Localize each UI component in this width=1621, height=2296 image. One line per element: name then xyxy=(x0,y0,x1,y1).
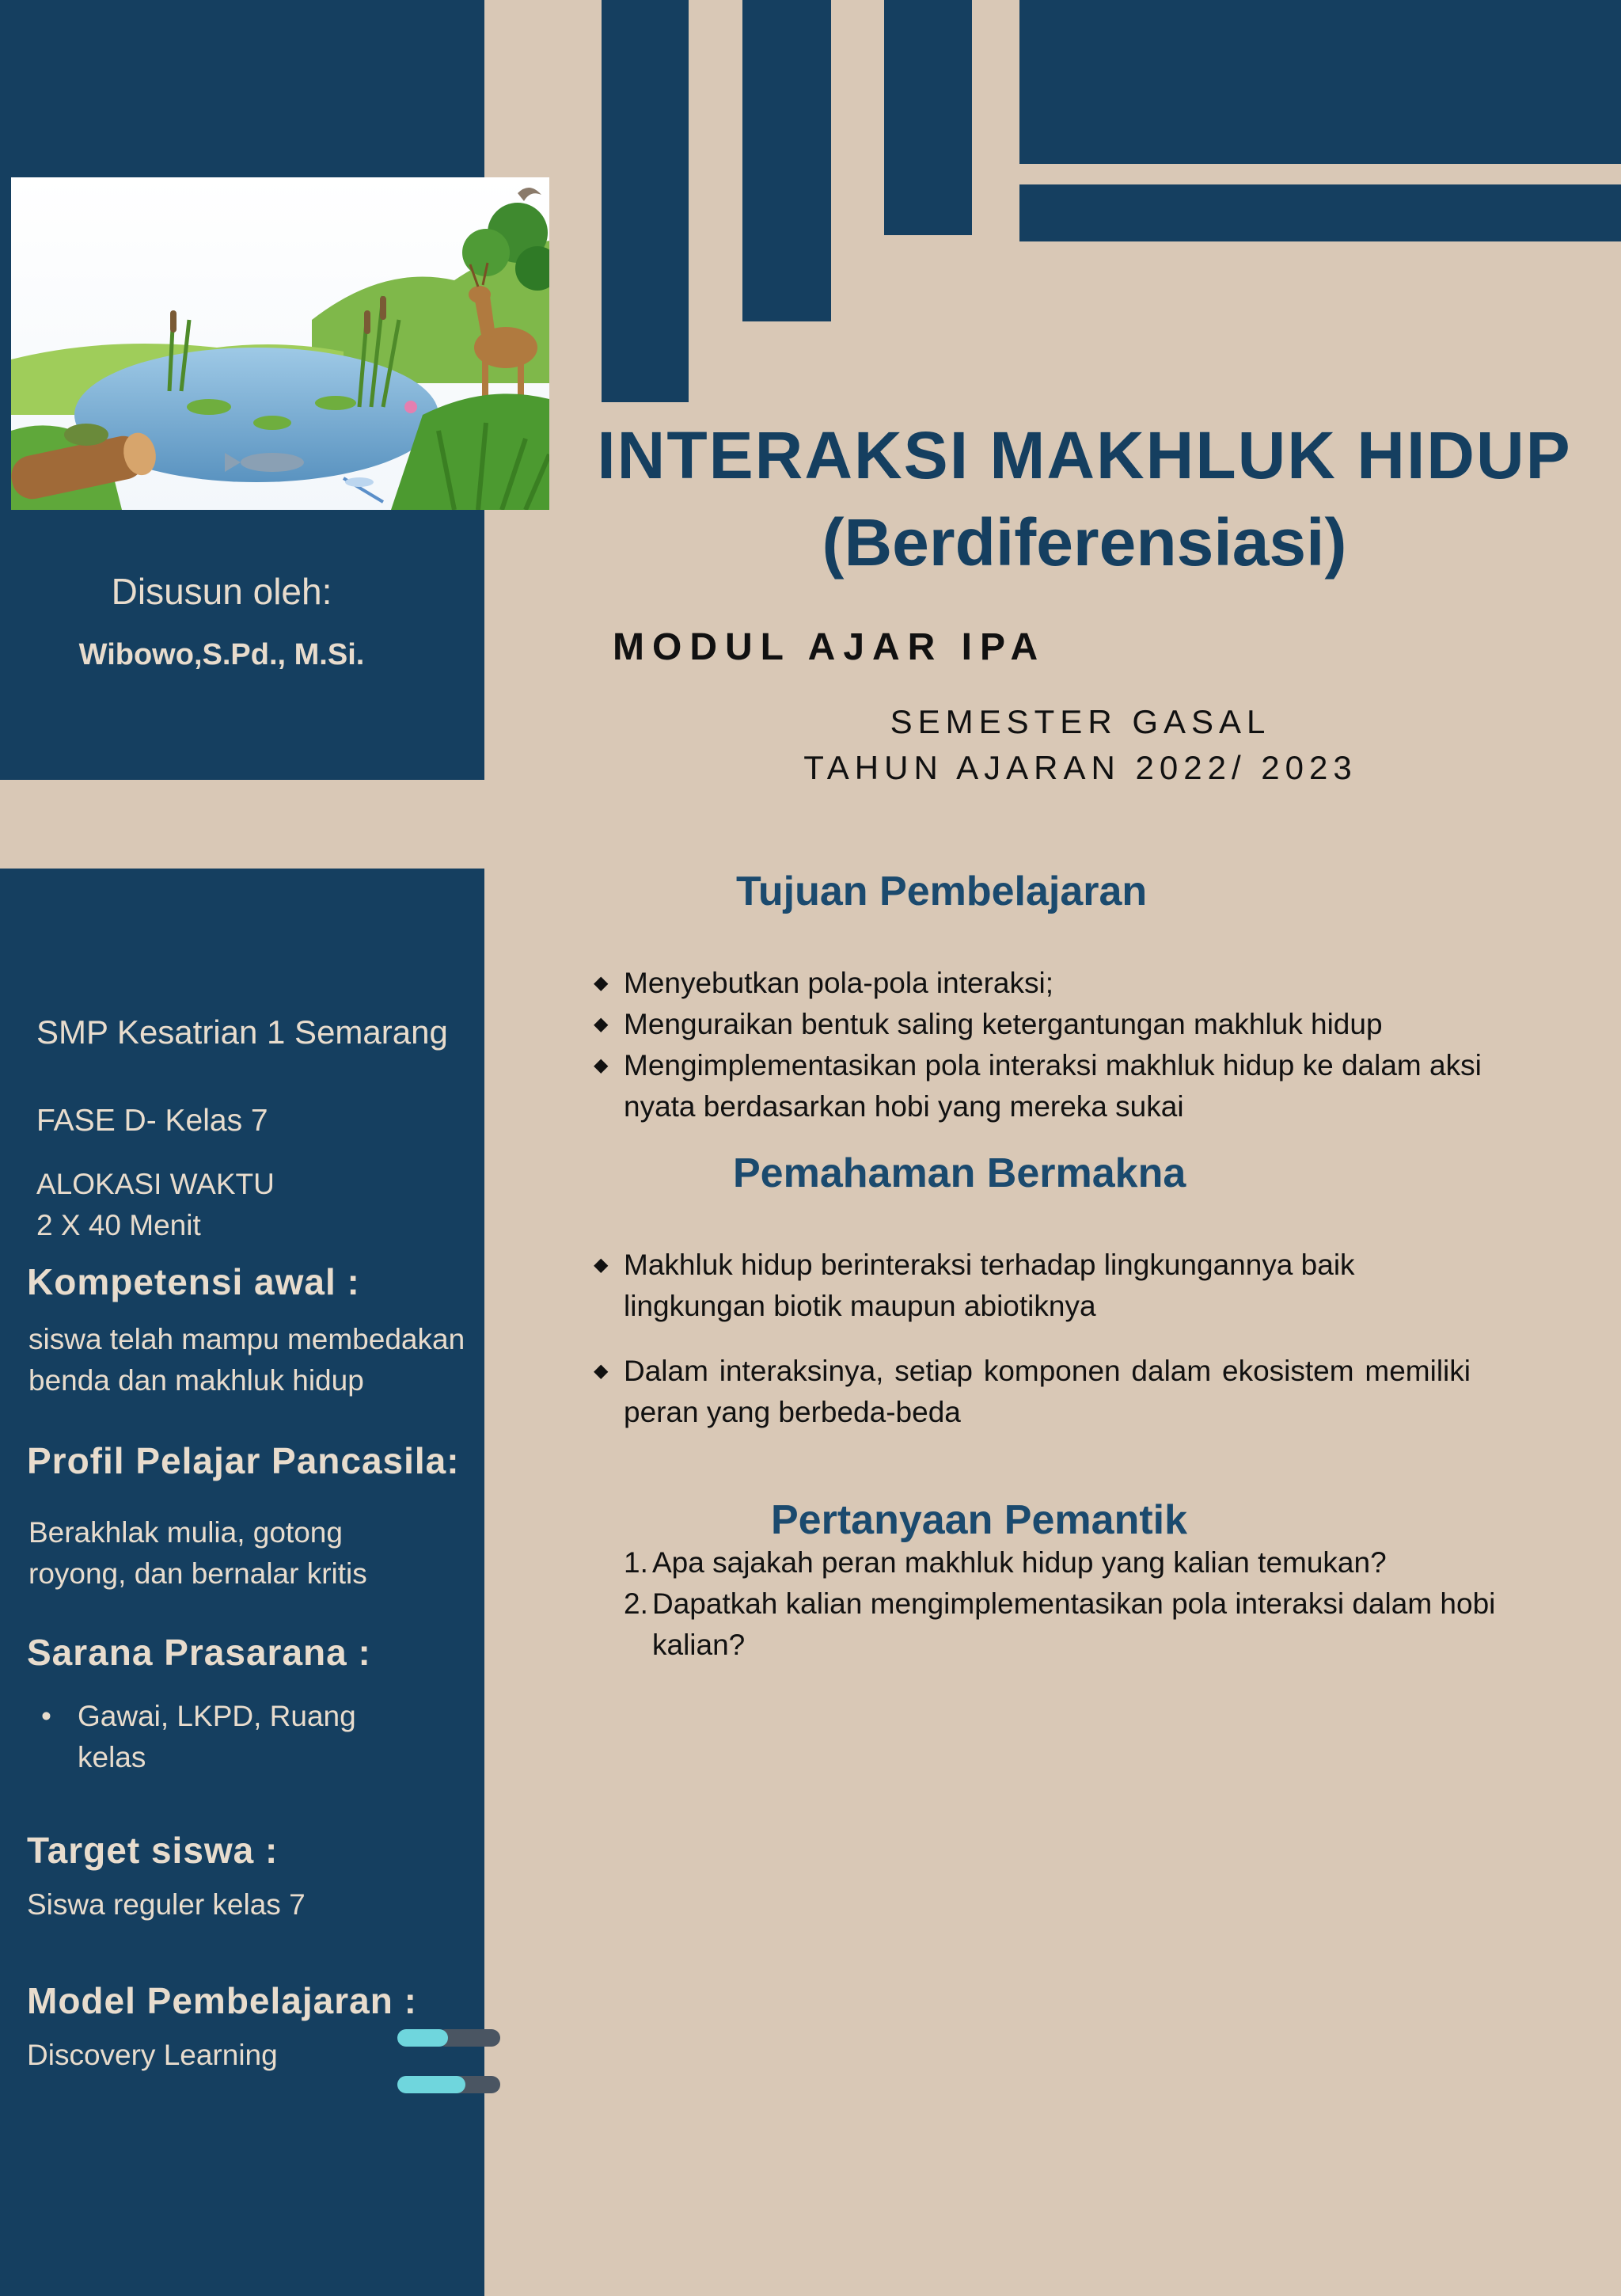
pond-ecosystem-illustration xyxy=(11,177,549,510)
decor-pill-1 xyxy=(397,2029,500,2047)
list-item: ◆ Menguraikan bentuk saling ketergantungan makhluk hidup xyxy=(584,1004,1502,1045)
kompetensi-line-2: benda dan makhluk hidup xyxy=(28,1364,364,1397)
semester-label: SEMESTER GASAL xyxy=(890,703,1271,740)
tujuan-list xyxy=(584,963,1502,1127)
pemahaman-title: Pemahaman Bermakna xyxy=(733,1150,1186,1196)
list-item: ◆ Makhluk hidup berinteraksi terhadap lingkungannya baik lingkungan biotik maupun abiotiknya xyxy=(584,1245,1471,1327)
kompetensi-line-1: siswa telah mampu membedakan xyxy=(28,1323,465,1355)
diamond-bullet-icon: ◆ xyxy=(594,1360,609,1382)
subject-label: MODUL AJAR IPA xyxy=(613,626,1046,668)
profil-line-2: royong, dan bernalar kritis xyxy=(28,1557,367,1590)
school-year-label: TAHUN AJARAN 2022/ 2023 xyxy=(803,749,1357,786)
phase-class: FASE D- Kelas 7 xyxy=(36,1104,268,1138)
tujuan-title: Tujuan Pembelajaran xyxy=(736,869,1148,914)
pertanyaan-title: Pertanyaan Pemantik xyxy=(771,1497,1188,1543)
decor-bar-1 xyxy=(602,0,689,402)
kompetensi-title: Kompetensi awal : xyxy=(27,1261,360,1302)
profil-line-1: Berakhlak mulia, gotong xyxy=(28,1516,343,1549)
diamond-bullet-icon: ◆ xyxy=(594,1055,609,1076)
sarana-line-1: Gawai, LKPD, Ruang xyxy=(78,1700,356,1732)
sarana-bullet-icon: • xyxy=(41,1700,51,1732)
list-item: ◆ Dalam interaksinya, setiap komponen dalam ekosistem memiliki peran yang berbeda-beda xyxy=(584,1351,1471,1433)
target-text: Siswa reguler kelas 7 xyxy=(27,1888,306,1921)
decor-bar-3 xyxy=(884,0,972,235)
decor-bar-5 xyxy=(1019,184,1621,241)
sarana-title: Sarana Prasarana : xyxy=(27,1632,371,1673)
model-title: Model Pembelajaran : xyxy=(27,1980,417,2021)
diamond-bullet-icon: ◆ xyxy=(594,1254,609,1275)
time-allocation-label: ALOKASI WAKTU xyxy=(36,1168,275,1200)
pertanyaan-list xyxy=(624,1542,1502,1666)
decor-bar-2 xyxy=(742,0,831,321)
profil-title: Profil Pelajar Pancasila: xyxy=(27,1440,460,1481)
list-item: 1. Apa sajakah peran makhluk hidup yang kalian temukan? xyxy=(624,1546,1387,1579)
list-item: 2. Dapatkah kalian mengimplementasikan pola interaksi dalam hobi kalian? xyxy=(624,1587,1496,1661)
decor-bar-4 xyxy=(1019,0,1621,164)
author-name: Wibowo,S.Pd., M.Si. xyxy=(78,638,365,671)
profil-text xyxy=(28,1512,367,1595)
page-title xyxy=(586,412,1583,586)
sarana-line-2: kelas xyxy=(78,1741,146,1773)
list-item: ◆ Menyebutkan pola-pola interaksi; xyxy=(584,963,1502,1004)
diamond-bullet-icon: ◆ xyxy=(594,1013,609,1035)
title-line-1: INTERAKSI MAKHLUK HIDUP xyxy=(597,418,1572,492)
model-text: Discovery Learning xyxy=(27,2039,278,2071)
sarana-list xyxy=(41,1696,356,1778)
target-title: Target siswa : xyxy=(27,1830,279,1871)
pemahaman-list xyxy=(584,1245,1471,1433)
list-item: ◆ Mengimplementasikan pola interaksi makhluk hidup ke dalam aksi nyata berdasarkan hobi yang mereka sukai xyxy=(584,1045,1502,1127)
title-line-2: (Berdiferensiasi) xyxy=(822,505,1347,580)
time-allocation-value: 2 X 40 Menit xyxy=(36,1209,201,1241)
school-name: SMP Kesatrian 1 Semarang xyxy=(36,1013,448,1051)
author-label: Disusun oleh: xyxy=(111,571,332,612)
diamond-bullet-icon: ◆ xyxy=(594,972,609,994)
kompetensi-text xyxy=(28,1319,465,1401)
decor-pill-2 xyxy=(397,2076,500,2093)
